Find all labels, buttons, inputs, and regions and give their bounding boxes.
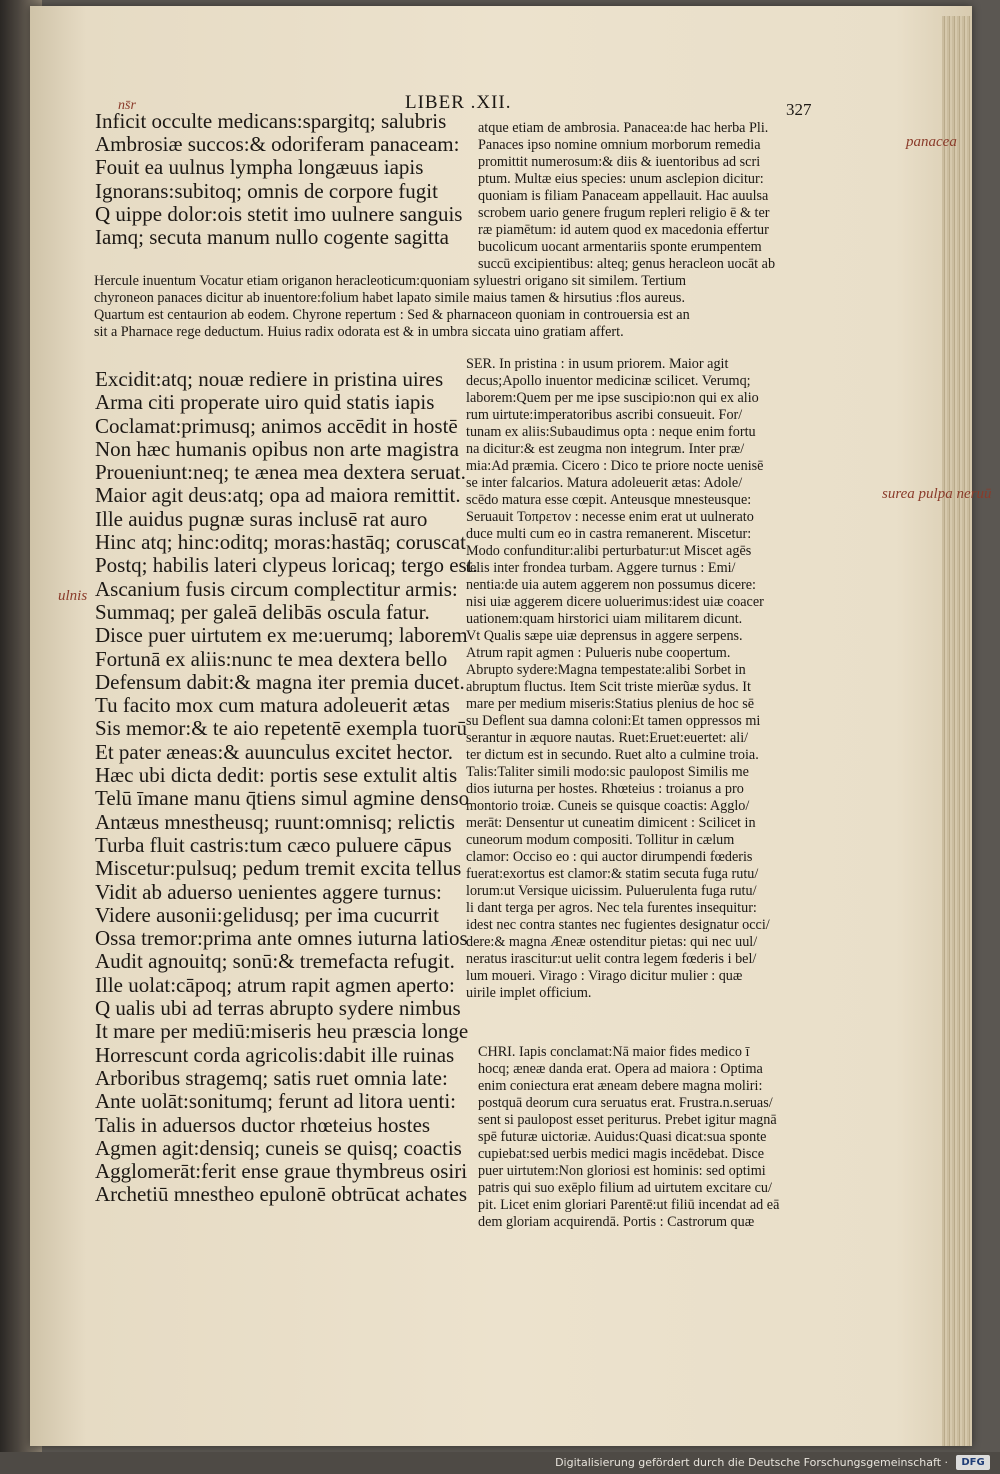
verse-main-line: Q ualis ubi ad terras abrupto sydere nimbus [95,996,461,1021]
verse-main-line: Summaq; per galeā delibās oscula fatur. [95,599,430,624]
commentary-chri-line: cupiebat:sed uerbis medici magis incēdebat. Disce [478,1146,765,1162]
commentary-ser-line: idest nec contra stantes nec fugientes designatur occi/ [466,917,770,933]
verse-main-line: Defensum dabit:& magna iter premia ducet. [95,669,465,694]
commentary-ser-line: Abrupto sydere:Magna tempestate:alibi Sorbet in [466,662,746,678]
commentary-ser-line: serantur in æquore nautas. Ruet:Eruet:euertet: ali/ [466,730,749,746]
commentary-top-line: atque etiam de ambrosia. Panacea:de hac herba Pli. [478,120,769,136]
verse-main-line: Postq; habilis lateri clypeus loricaq; tergo est. [95,553,478,578]
page-edges [942,16,972,1446]
verse-main-line: Ossa tremor:prima ante omnes iuturna latios [95,926,468,951]
commentary-ser-line: SER. In pristina : in usum priorem. Maior agit [466,356,729,372]
verse-main-line: Talis in aduersos ductor rhœteius hostes [95,1112,431,1137]
commentary-ser-line: montorio troiæ. Cuneis se quisque coactis: Agglo/ [466,798,750,814]
commentary-ser-line: Seruauit Τοπρετον : necesse enim erat ut uulnerato [466,509,754,525]
commentary-ser-line: lum moueri. Virago : Virago dicitur mulier : quæ [466,968,743,984]
verse-main-line: Maior agit deus:atq; opa ad maiora remittit. [95,483,461,508]
commentary-ser-line: se inter falcarios. Matura adoleuerit ætas: Adole/ [466,475,743,491]
commentary-chri-line: hocq; æneæ danda erat. Opera ad maiora : Optima [478,1061,763,1077]
verse-main-line: Hinc atq; hinc:oditq; moras:hastāq; coruscat [95,530,466,555]
commentary-chri-line: puer uirtutem:Non gloriosi est hominis: sed optimi [478,1163,766,1179]
verse-main-line: Antæus mnestheusq; ruunt:omnisq; relictis [95,809,455,834]
footer-credit: Digitalisierung gefördert durch die Deutsche Forschungsgemeinschaft · [555,1456,948,1469]
verse-top-line: Ambrosiæ succos:& odoriferam panaceam: [95,132,460,157]
verse-top-line: Fouit ea uulnus lympha longæuus iapis [95,155,424,180]
commentary-mid-line: chyroneon panaces dicitur ab inuentore:folium habet lapato simile maius tamen & hirsutius :flos aureus. [94,290,685,306]
commentary-ser-line: laborem:Quem per me ipse suscipio:non qui ex alio [466,390,759,406]
commentary-ser-line: fuerat:exortus est clamor:& statim secuta fuga rutu/ [466,866,759,882]
running-title: LIBER .XII. [405,92,512,113]
commentary-ser-line: nentia:de uia autem aggerem non possumus dicere: [466,577,756,593]
commentary-ser-line: dere:& magna Æneæ ostenditur pietas: qui nec uul/ [466,934,758,950]
header-marginal-note: ns̄r [118,98,136,113]
commentary-ser-line: telis inter frondea turbam. Aggere turnus : Emi/ [466,560,736,576]
commentary-ser-line: ter dictum est in secundo. Ruet alto a culmine troia. [466,747,759,763]
commentary-ser-line: dios iuturna per hostes. Rhœteius : troianus a pro [466,781,744,797]
verse-main-line: Arboribus stragemq; satis ruet omnia late: [95,1065,448,1090]
verse-main-line: Videre ausonii:gelidusq; per ima cucurrit [95,902,439,927]
commentary-ser-line: merāt: Densentur ut cuneatim dimicent : Scilicet in [466,815,756,831]
verse-main-line: Arma citi properate uiro quid statis iapis [95,390,435,415]
verse-main-line: Disce puer uirtutem ex me:uerumq; laborem [95,623,468,648]
commentary-top [478,120,775,273]
commentary-chri-line: enim coniectura erat æneam debere magna moliri: [478,1078,763,1094]
commentary-ser-line: abruptum fluctus. Item Scit triste mierũæ sydus. It [466,679,751,695]
commentary-ser-line: uationem:quam hirstorici uiam militarem dicunt. [466,611,743,627]
verse-main-line: Ascanium fusis circum complectitur armis: [95,576,458,601]
commentary-top-line: succū excipientibus: alteq; genus heracleon uocāt ab [478,256,776,272]
marginal-note-surea: surea pulpa neruū [882,486,992,502]
verse-main-line: Agmen agit:densiq; cuneis se quisq; coactis [95,1135,462,1160]
commentary-ser-line: nisi uiæ aggerem dicere uoluerimus:idest uiæ coacer [466,594,764,610]
verse-main-line: Excidit:atq; nouæ rediere in pristina uires [95,367,444,391]
commentary-ser-line: rum uirtute:imperatoribus ascribi consueuit. For/ [466,407,743,423]
verse-main-line: Sis memor:& te aio repetentē exempla tuorū [95,716,468,741]
commentary-top-line: Panaces ipso nomine omnium morborum remedia [478,137,761,153]
commentary-ser-line: lorum:ut Versique uicissim. Puluerulenta fuga rutu/ [466,883,757,899]
verse-main-line: Non hæc humanis opibus non arte magistra [95,436,459,461]
verse-main-line: Coclamat:primusq; animos accēdit in hostē [95,413,458,438]
commentary-ser-line: Vt Qualis sæpe uiæ deprensus in aggere serpens. [466,628,743,644]
commentary-christophorus [478,1044,779,1231]
commentary-top-line: scrobem uario genere frugum repleri religio ē & ter [478,205,770,221]
commentary-ser-line: decus;Apollo inuentor medicinæ scilicet. Verumq; [466,373,751,389]
verse-main-line: It mare per mediū:miseris heu præscia longe [95,1019,469,1044]
commentary-top-line: bucolicum uocant armentariis sponte erumpentem [478,239,762,255]
dfg-logo: DFG [956,1455,990,1470]
commentary-ser-line: na dicitur:& est zeugma non integrum. Inter præ/ [466,441,745,457]
verse-main-line: Ille auidus pugnæ suras inclusē rat auro [95,506,428,531]
commentary-ser-line: li dant terga per agros. Nec tela furentes insequitur: [466,900,757,916]
verse-main-line: Audit agnouitq; sonū:& tremefacta refugit. [95,949,455,974]
verse-main-line: Fortunā ex aliis:nunc te mea dextera bello [95,646,448,671]
commentary-mid-line: Hercule inuentum Vocatur etiam origanon heracleoticum:quoniam syluestri origano sit similem. Tertium [94,273,686,289]
commentary-ser-line: clamor: Occiso eo : qui auctor dirumpendi fœderis [466,849,753,865]
commentary-ser-line: tunam ex aliis:Subaudimus opta : neque enim fortu [466,424,756,440]
verse-main-line: Turba fluit castris:tum cæco puluere cāpus [95,832,452,857]
verse-main-line: Agglomerāt:ferit ense graue thymbreus osiri [95,1159,468,1184]
commentary-ser-line: mia:Ad præmia. Cicero : Dico te priore nocte uenisē [466,458,764,474]
verse-main-line: Vidit ab aduerso uenientes aggere turnus: [95,879,442,904]
verse-top-line: Iamq; secuta manum nullo cogente sagitta [95,225,449,250]
commentary-ser-line: scēdo matura esse cœpit. Anteusque mnesteusque: [466,492,752,508]
commentary-mid-line: sit a Pharnace rege deductum. Huius radix odorata est & in umbra siccata uino gratiam affert. [94,324,624,340]
commentary-ser-line: uirile implet officium. [466,985,592,1001]
verse-main-line: Telū īmane manu q̄tiens simul agmine denso [95,786,470,811]
commentary-chri-line: CHRI. Iapis conclamat:Nā maior fides medico ī [478,1044,750,1060]
commentary-servius [466,356,770,1002]
verse-main-line: Horrescunt corda agricolis:dabit ille ruinas [95,1042,455,1067]
page-number: 327 [786,100,812,119]
commentary-ser-line: neratus irascitur:ut uelit contra legem fœderis i bel/ [466,951,757,967]
verse-main-line: Miscetur:pulsuq; pedum tremit excita tellus [95,856,462,881]
commentary-chri-line: spē futuræ uictoriæ. Auidus:Quasi dicat:sua sponte [478,1129,767,1145]
commentary-top-line: quoniam is filiam Panaceam appellauit. Hac auulsa [478,188,769,204]
commentary-ser-line: Atrum rapit agmen : Pulueris nube coopertum. [466,645,731,661]
commentary-chri-line: sent si paulopost esset periturus. Prebet igitur magnā [478,1112,777,1128]
commentary-ser-line: Talis:Taliter simili modo:sic paulopost Similis me [466,764,749,780]
verse-top-line: Q uippe dolor:ois stetit imo uulnere sanguis [95,201,463,226]
commentary-chri-line: postquā deorum cura seruatus erat. Frustra.n.seruas/ [478,1095,773,1111]
commentary-ser-line: Modo confunditur:alibi perturbatur:ut Miscet agēs [466,543,752,559]
commentary-full-width [94,273,690,341]
verse-top-line: Ignorans:subitoq; omnis de corpore fugit [95,178,438,203]
commentary-ser-line: cuneorum modum compositi. Tollitur in cælum [466,832,735,848]
commentary-chri-line: dem gloriam acquirendā. Portis : Castrorum quæ [478,1214,755,1230]
commentary-chri-line: patris qui suo exēplo filium ad uirtutem excitare cu/ [478,1180,772,1196]
commentary-mid-line: Quartum est centaurion ab eodem. Chyrone repertum : Sed & pharnaceon quoniam in controuersia est an [94,307,690,323]
verse-main-line: Et pater æneas:& auunculus excitet hector. [95,739,454,764]
commentary-top-line: promittit numerosum:& diis & iuentoribus ad scri [478,154,761,170]
commentary-ser-line: mare per medium miseris:Statius plenius de hoc sē [466,696,755,712]
verse-top-line: Inficit occulte medicans:spargitq; salubris [95,109,447,133]
verse-main-line: Proueniunt:neq; te ænea mea dextera seruat. [95,460,466,485]
digitization-footer [0,1452,1000,1474]
verse-main-line: Archetiū mnestheo epulonē obtrūcat achates [95,1182,468,1207]
verse-block-main [95,368,478,1207]
verse-main-line: Tu facito mox cum matura adoleuerit ætas [95,693,450,718]
verse-block-top [95,110,462,249]
commentary-top-line: ptum. Multæ eius species: unum asclepion dicitur: [478,171,764,187]
verse-main-line: Ille uolat:cāpoq; atrum rapit agmen aperto: [95,972,455,997]
verse-main-line: Hæc ubi dicta dedit: portis sese extulit altis [95,763,458,788]
marginal-note-ulnis: ulnis [58,588,88,604]
commentary-ser-line: su Deflent sua damna coloni:Et tamen oppressos mi [466,713,761,729]
commentary-ser-line: duce multi cum eo in castra remanerent. Miscetur: [466,526,752,542]
verse-main-line: Ante uolāt:sonitumq; ferunt ad litora uenti: [95,1089,457,1114]
commentary-chri-line: pit. Licet enim gloriari Parentē:ut filiū incendat ad eā [478,1197,780,1213]
commentary-top-line: ræ piamētum: id autem quod ex macedonia effertur [478,222,769,238]
marginal-note-panacea: panacea [906,134,957,150]
